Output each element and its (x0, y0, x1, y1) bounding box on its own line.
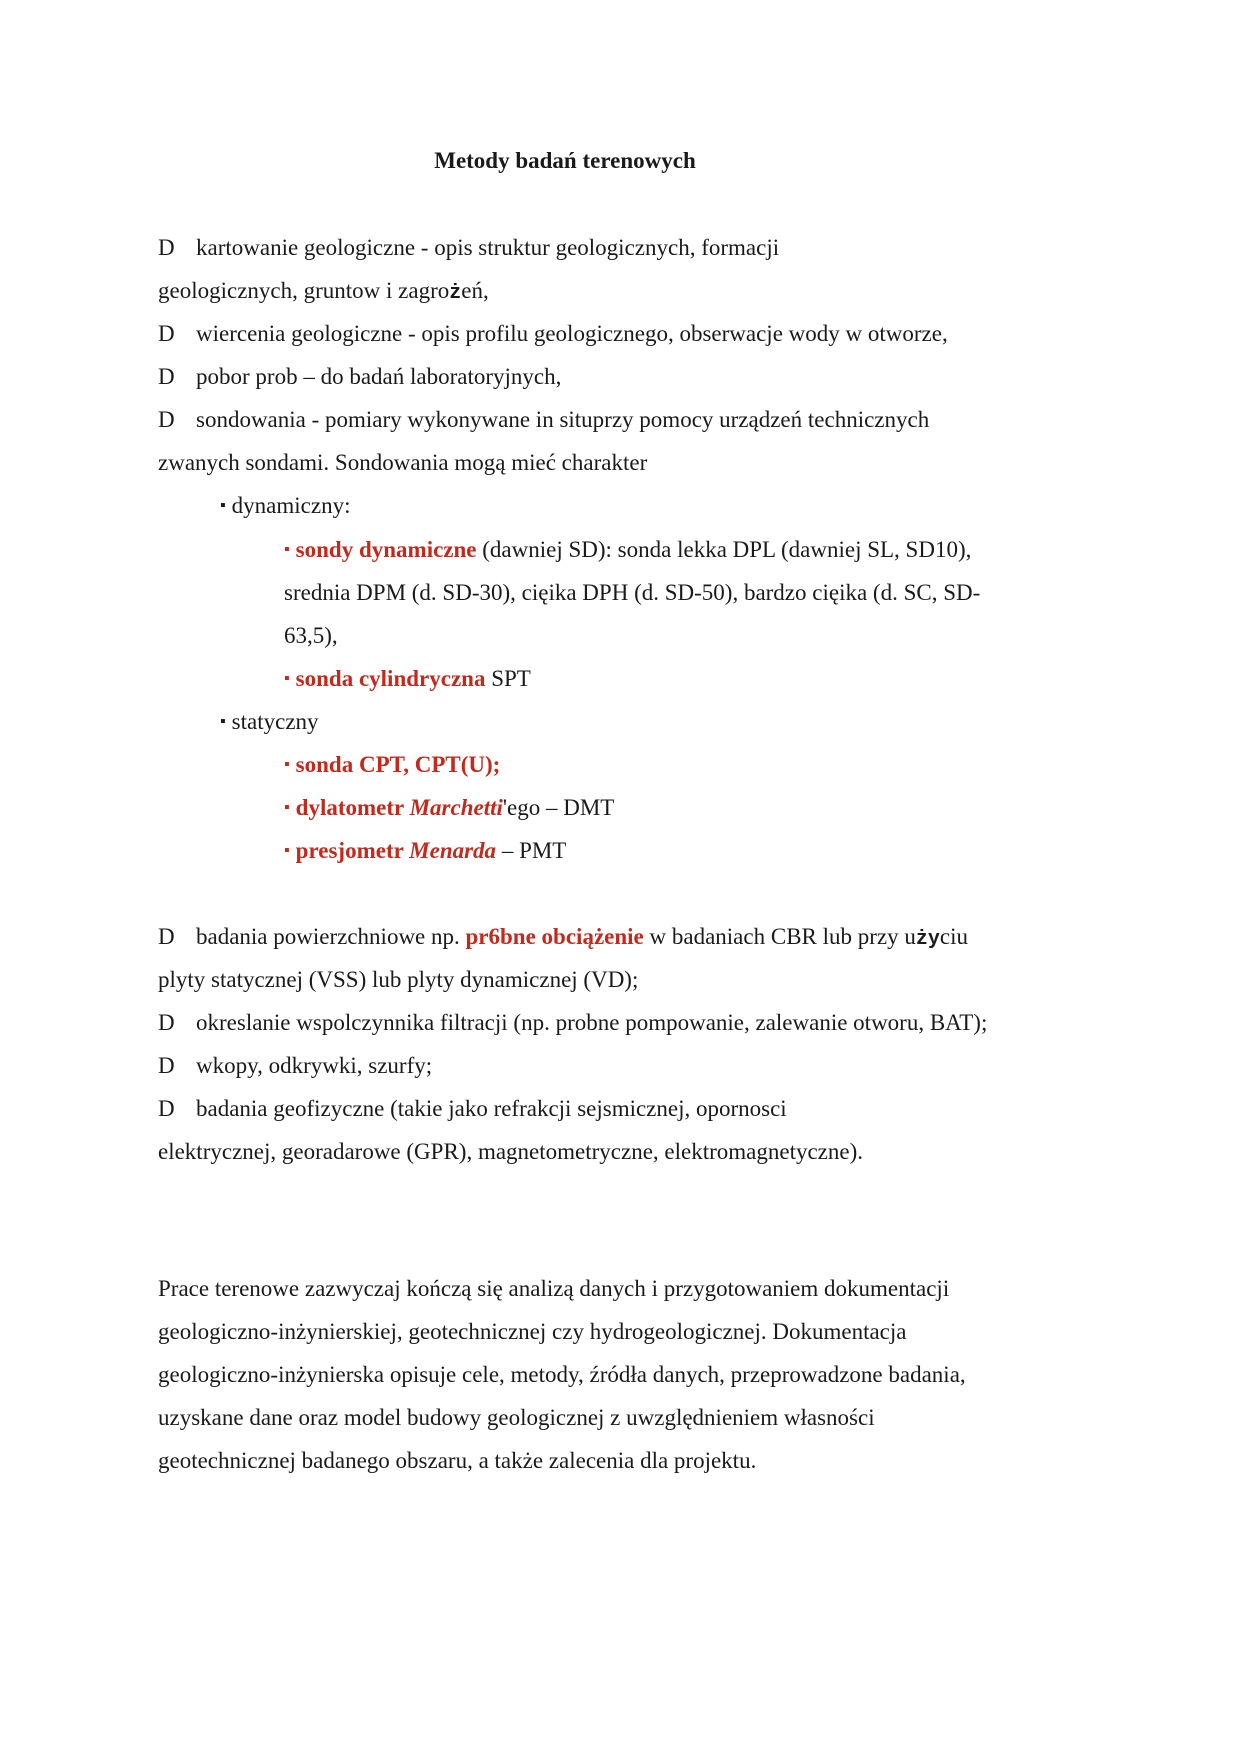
list-item-sondowania: D sondowania - pomiary wykonywane in situprzy pomocy urządzeń technicznych (158, 405, 929, 435)
page-title: Metody badań terenowych (434, 148, 696, 173)
list-item-kartowanie-cont: geologicznych, gruntow i zagrożeń, (158, 278, 489, 305)
square-bullet-icon: ▪ (284, 756, 290, 773)
square-bullet-icon: ▪ (284, 842, 290, 859)
bullet-marker: D (158, 364, 175, 389)
list-item-sondy-cont: srednia DPM (d. SD-30), cięika DPH (d. SD-50), bardzo cięika (d. SC, SD- (284, 580, 981, 605)
paragraph-line: geologiczno-inżynierska opisuje cele, metody, źródła danych, przeprowadzone badania, (158, 1362, 966, 1387)
paragraph-line: geotechnicznej badanego obszaru, a także zalecenia dla projektu. (158, 1448, 757, 1473)
list-item-kartowanie: D kartowanie geologiczne - opis struktur geologicznych, formacji (158, 233, 779, 263)
list-item-powierzchniowe: D badania powierzchniowe np. pr6bne obciążenie w badaniach CBR lub przy użyciu (158, 924, 969, 951)
bullet-marker: D (158, 235, 175, 260)
list-item-pobor: D pobor prob – do badań laboratoryjnych, (158, 362, 561, 392)
bullet-marker: D (158, 407, 175, 432)
square-bullet-icon: ▪ (220, 713, 226, 730)
list-item-filtracja: D okreslanie wspolczynnika filtracji (np. probne pompowanie, zalewanie otworu, BAT); (158, 1008, 987, 1038)
list-item-geofizyczne: D badania geofizyczne (takie jako refrakcji sejsmicznej, opornosci (158, 1094, 787, 1124)
list-item-sonda-cylindryczna: ▪ sonda cylindryczna SPT (284, 666, 531, 691)
paragraph-line: Prace terenowe zazwyczaj kończą się analizą danych i przygotowaniem dokumentacji (158, 1276, 950, 1301)
bullet-marker: D (158, 1096, 175, 1121)
list-item-sondowania-cont: zwanych sondami. Sondowania mogą mieć charakter (158, 450, 648, 475)
list-item-sondy-dynamiczne: ▪ sondy dynamiczne (dawniej SD): sonda lekka DPL (dawniej SL, SD10), (284, 537, 972, 562)
sublist-static: ▪ statyczny (220, 709, 319, 734)
bullet-marker: D (158, 1053, 175, 1078)
bullet-marker: D (158, 1010, 175, 1035)
paragraph-line: geologiczno-inżynierskiej, geotechnicznej czy hydrogeologicznej. Dokumentacja (158, 1319, 907, 1344)
square-bullet-icon: ▪ (284, 670, 290, 687)
bullet-marker: D (158, 924, 175, 949)
list-item-dylatometr: ▪ dylatometr Marchetti'ego – DMT (284, 795, 615, 820)
list-item-wiercenia: D wiercenia geologiczne - opis profilu geologicznego, obserwacje wody w otworze, (158, 319, 948, 349)
sublist-dynamic: ▪ dynamiczny: (220, 493, 351, 518)
list-item-sondy-cont2: 63,5), (284, 623, 338, 648)
list-item-powierzchniowe-cont: plyty statycznej (VSS) lub plyty dynamicznej (VD); (158, 967, 639, 992)
list-item-sonda-cpt: ▪ sonda CPT, CPT(U); (284, 752, 501, 777)
list-item-presjometr: ▪ presjometr Menarda – PMT (284, 838, 567, 863)
list-item-geofizyczne-cont: elektrycznej, georadarowe (GPR), magnetometryczne, elektromagnetyczne). (158, 1139, 864, 1164)
list-item-wkopy: D wkopy, odkrywki, szurfy; (158, 1051, 432, 1081)
square-bullet-icon: ▪ (284, 541, 290, 558)
square-bullet-icon: ▪ (284, 799, 290, 816)
bullet-marker: D (158, 321, 175, 346)
paragraph-line: uzyskane dane oraz model budowy geologicznej z uwzględnieniem własności (158, 1405, 875, 1430)
square-bullet-icon: ▪ (220, 497, 226, 514)
